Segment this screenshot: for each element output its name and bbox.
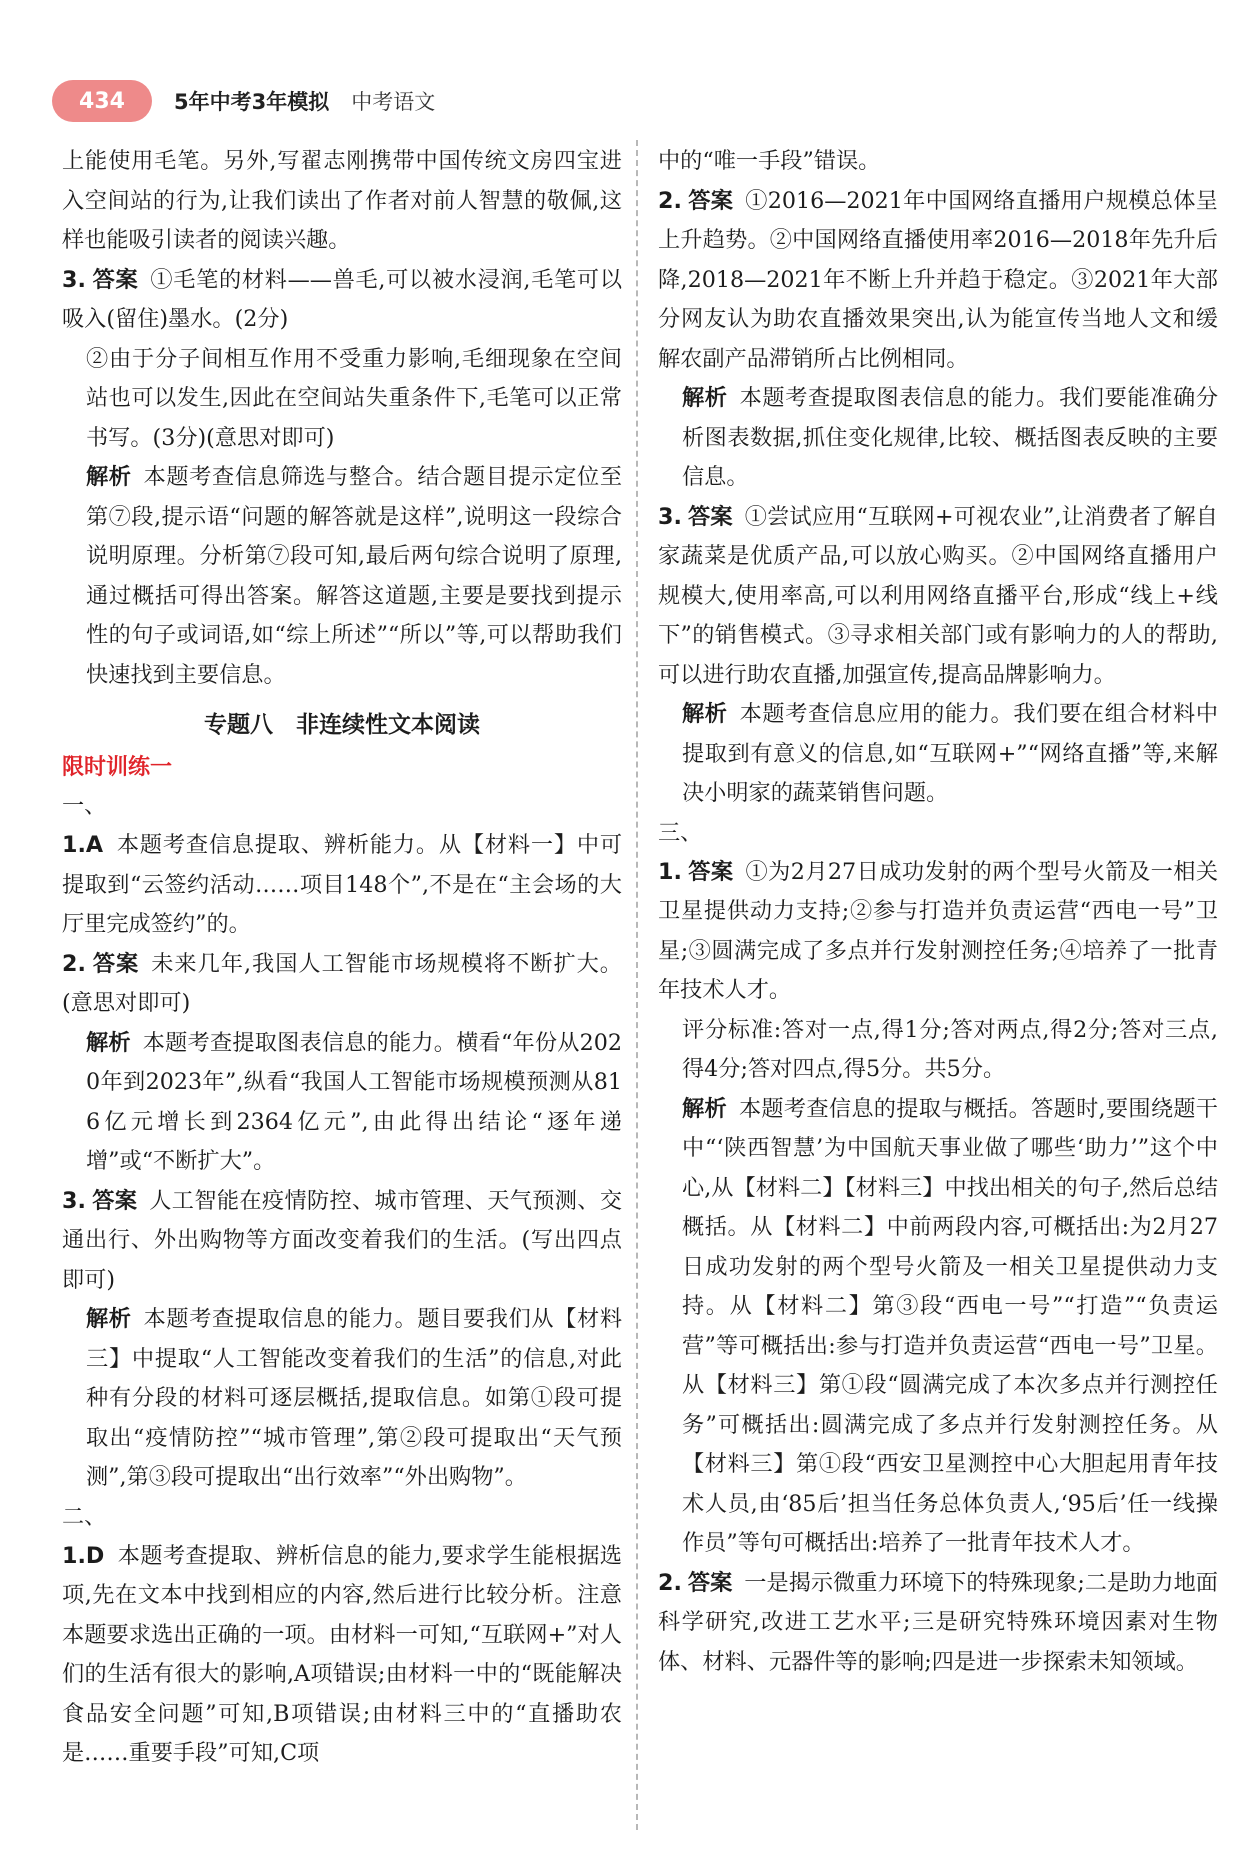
answer-keyword: 答案 <box>687 858 734 885</box>
answer-text: 本题考查提取、辨析信息的能力,要求学生能根据选项,先在文本中找到相应的内容,然后进行比较分析。注意本题要求选出正确的一项。由材料一可知,“互联网+”对人们的生活有很大的影响,A项错误;由材料一中的“既能解决食品安全问题”可知,B项错误;由材料三中的“直播助农是……重要手段”可知,C项 <box>62 1542 622 1766</box>
book-title: 5年中考3年模拟 <box>174 90 330 114</box>
analysis-block <box>658 379 1218 498</box>
page-number-badge: 434 <box>52 80 152 122</box>
analysis-block <box>658 695 1218 814</box>
analysis-text: 本题考查信息筛选与整合。结合题目提示定位至第⑦段,提示语“问题的解答就是这样”,说明这一段综合说明原理。分析第⑦段可知,最后两句综合说明了原理,通过概括可得出答案。解答这道题,主要是要找到提示性的句子或词语,如“综上所述”“所以”等,可以帮助我们快速找到主要信息。 <box>86 464 623 688</box>
analysis-block <box>658 1090 1218 1564</box>
answer-block <box>62 1537 622 1774</box>
question-number: 2. <box>62 950 86 977</box>
page-header <box>52 78 435 124</box>
part-heading: 一、 <box>62 793 107 819</box>
answer-block <box>658 182 1218 380</box>
answer-keyword: 答案 <box>91 950 140 977</box>
answer-text: 人工智能在疫情防控、城市管理、天气预测、交通出行、外出购物等方面改变着我们的生活。(写出四点即可) <box>62 1187 623 1293</box>
question-number: 3. <box>658 503 682 530</box>
answer-text: ①尝试应用“互联网+可视农业”,让消费者了解自家蔬菜是优质产品,可以放心购买。②中国网络直播用户规模大,使用率高,可以利用网络直播平台,形成“线上+线下”的销售模式。③寻求相关部门或有影响力的人的帮助,可以进行助农直播,加强宣传,提高品牌影响力。 <box>658 503 1218 688</box>
analysis-keyword: 解析 <box>86 464 132 490</box>
answer-text: ①毛笔的材料——兽毛,可以被水浸润,毛笔可以吸入(留住)墨水。(2分) <box>62 266 623 332</box>
question-number: 1. <box>658 858 682 885</box>
analysis-block <box>62 458 622 695</box>
answer-block <box>658 853 1218 1011</box>
training-title: 限时训练一 <box>62 755 173 780</box>
analysis-keyword: 解析 <box>682 1095 727 1122</box>
answer-keyword: 答案 <box>687 187 734 214</box>
column-divider <box>636 140 638 1830</box>
question-number: 2. <box>658 1569 682 1596</box>
answer-text: ①为2月27日成功发射的两个型号火箭及一相关卫星提供动力支持;②参与打造并负责运营“西电一号”卫星;③圆满完成了多点并行发射测控任务;④培养了一批青年技术人才。 <box>658 858 1219 1003</box>
question-number: 1.D <box>62 1542 105 1569</box>
answer-keyword: 答案 <box>687 1569 733 1596</box>
analysis-keyword: 解析 <box>682 385 728 411</box>
analysis-text: 本题考查提取图表信息的能力。横看“年份从2020年到2023年”,纵看“我国人工智能市场规模预测从816亿元增长到2364亿元”,由此得出结论“逐年递增”或“不断扩大”。 <box>86 1029 622 1174</box>
question-number: 2. <box>658 187 682 214</box>
part-heading: 二、 <box>62 1503 107 1530</box>
answer-block <box>62 1182 622 1301</box>
left-column <box>62 142 622 1774</box>
paragraph: 中的“唯一手段”错误。 <box>658 148 881 174</box>
question-number: 1.A <box>62 832 104 858</box>
question-number: 3. <box>62 1187 86 1214</box>
answer-text: ①2016—2021年中国网络直播用户规模总体呈上升趋势。②中国网络直播使用率2016—2018年先升后降,2018—2021年不断上升并趋于稳定。③2021年大部分网友认为助农直播效果突出,认为能宣传当地人文和缓解农副产品滞销所占比例相同。 <box>658 187 1218 372</box>
answer-text: 一是揭示微重力环境下的特殊现象;二是助力地面科学研究,改进工艺水平;三是研究特殊环境因素对生物体、材料、元器件等的影响;四是进一步探索未知领域。 <box>658 1569 1218 1675</box>
part-heading: 三、 <box>658 819 703 846</box>
answer-text: 未来几年,我国人工智能市场规模将不断扩大。(意思对即可) <box>62 950 622 1016</box>
analysis-text: 本题考查信息应用的能力。我们要在组合材料中提取到有意义的信息,如“互联网+”“网络直播”等,来解决小明家的蔬菜销售问题。 <box>682 701 1219 806</box>
analysis-keyword: 解析 <box>86 1029 131 1056</box>
answer-keyword: 答案 <box>687 503 733 530</box>
subject-label: 中考语文 <box>351 90 436 114</box>
answer-keyword: 答案 <box>91 1187 138 1214</box>
analysis-text: 本题考查信息的提取与概括。答题时,要围绕题干中“‘陕西智慧’为中国航天事业做了哪些‘助力’”这个中心,从【材料二】【材料三】中找出相关的句子,然后总结概括。从【材料二】中前两段内容,可概括出:为2月27日成功发射的两个型号火箭及一相关卫星提供动力支持。从【材料二】第③段“西电一号”“打造”“负责运营”等可概括出:参与打造并负责运营“西电一号”卫星。从【材料三】第①段“圆满完成了本次多点并行测控任务”可概括出:圆满完成了多点并行发射测控任务。从【材料三】第①段“西安卫星测控中心大胆起用青年技术人员,由‘85后’担当任务总体负责人,‘95后’任一线操作员”等句可概括出:培养了一批青年技术人才。 <box>682 1095 1218 1556</box>
answer-text: 本题考查信息提取、辨析能力。从【材料一】中可提取到“云签约活动……项目148个”,不是在“主会场的大厅里完成签约”的。 <box>62 832 623 937</box>
analysis-block <box>62 1300 622 1498</box>
answer-block <box>62 945 622 1024</box>
section-title: 专题八 非连续性文本阅读 <box>204 712 480 738</box>
answer-block <box>658 498 1218 696</box>
analysis-block <box>62 1024 622 1182</box>
right-column <box>658 142 1218 1682</box>
answer-keyword: 答案 <box>91 266 139 293</box>
analysis-keyword: 解析 <box>86 1306 132 1332</box>
paragraph: 上能使用毛笔。另外,写翟志刚携带中国传统文房四宝进入空间站的行为,让我们读出了作者对前人智慧的敬佩,这样也能吸引读者的阅读兴趣。 <box>62 148 622 253</box>
analysis-text: 本题考查提取图表信息的能力。我们要能准确分析图表数据,抓住变化规律,比较、概括图表反映的主要信息。 <box>682 385 1219 490</box>
answer-block <box>62 826 622 945</box>
analysis-keyword: 解析 <box>682 701 728 727</box>
question-number: 3. <box>62 266 86 293</box>
scoring-criteria: 评分标准:答对一点,得1分;答对两点,得2分;答对三点,得4分;答对四点,得5分。共5分。 <box>682 1016 1218 1082</box>
answer-block <box>658 1564 1218 1683</box>
answer-block <box>62 261 622 340</box>
answer-text: ②由于分子间相互作用不受重力影响,毛细现象在空间站也可以发生,因此在空间站失重条件下,毛笔可以正常书写。(3分)(意思对即可) <box>86 345 622 451</box>
analysis-text: 本题考查提取信息的能力。题目要我们从【材料三】中提取“人工智能改变着我们的生活”的信息,对此种有分段的材料可逐层概括,提取信息。如第①段可提取出“疫情防控”“城市管理”,第②段可提取出“天气预测”,第③段可提取出“出行效率”“外出购物”。 <box>86 1306 623 1490</box>
